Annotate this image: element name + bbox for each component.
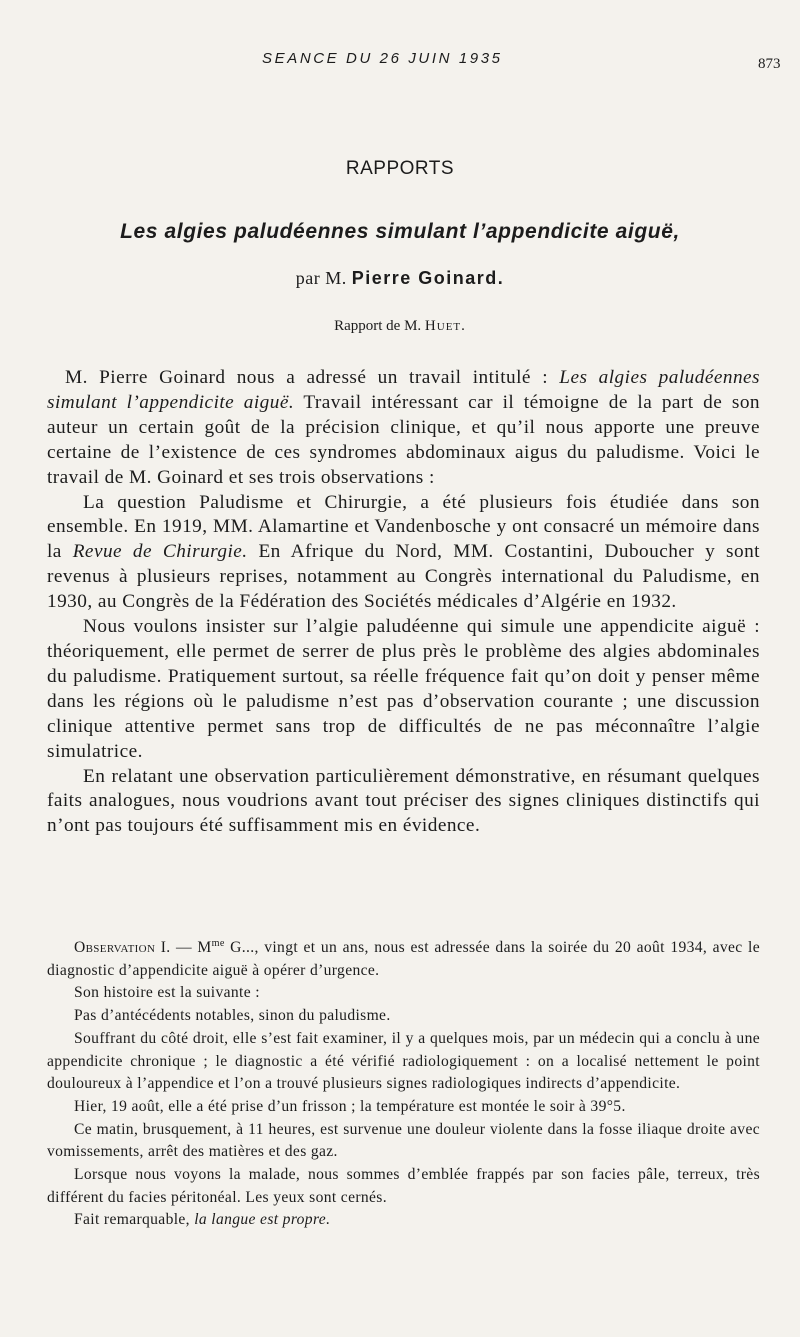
journal-title: Revue de Chirurgie. (72, 541, 248, 563)
paragraph-2-text-b: En Afrique du Nord, MM. Costantini, Duboucher y sont revenus à plusieurs reprises, notamment au Congrès international du Paludisme, en 1930, au Congrès de la Fédération des Sociétés médicales d’Algérie en 1932. (47, 541, 760, 613)
byline (0, 268, 800, 289)
observation-intro-text: G..., vingt et un ans, nous est adressée dans la soirée du 20 août 1934, avec le diagnostic d’appendicite aiguë à opérer d’urgence. (47, 939, 760, 979)
paragraph-3: Nous voulons insister sur l’algie paludéenne qui simule une appendicite aiguë : théoriquement, elle permet de serrer de plus près le problème des algies abdominales du paludisme. Pratiquement surtout, sa réelle fréquence fait qu’on doit y penser même dans les régions où le paludisme n’est pas d’observation courante ; une discussion clinique attentive permet sans trop de difficultés de ne pas méconnaître l’algie simulatrice. (47, 616, 760, 762)
running-header (0, 50, 800, 74)
observation-paragraph-8 (47, 1209, 760, 1232)
observation-label: Observation I. (74, 939, 171, 956)
paragraph-2-text-a: La question Paludisme et Chirurgie, a été plusieurs fois étudiée dans son ensemble. En 1919, MM. Alamartine et Vandenbosche y ont consacré un mémoire dans la (47, 491, 760, 563)
observation-paragraph-2: Son histoire est la suivante : (74, 984, 260, 1002)
paragraph-2 (47, 491, 760, 616)
running-title: SEANCE DU 26 JUIN 1935 (262, 50, 503, 67)
reporter-name: Huet. (424, 318, 466, 334)
report-prefix: Rapport de M. (334, 318, 422, 334)
author-name: Pierre Goinard. (351, 268, 505, 288)
observation-paragraph-4: Souffrant du côté droit, elle s’est fait examiner, il y a quelques mois, par un médecin qui a conclu à une appendicite chronique ; le diagnostic a été vérifié radiologiquement : on a localisé nettement le point douloureux à l’appendice et l’on a trouvé plusieurs signes radiologiques indirects d’appendicite. (47, 1029, 760, 1093)
observation-paragraph-6: Ce matin, brusquement, à 11 heures, est survenue une douleur violente dans la fosse iliaque droite avec vomissements, arrêt des matières et des gaz. (47, 1120, 760, 1161)
paragraph-1-text-a: M. Pierre Goinard nous a adressé un travail intitulé : (65, 367, 560, 388)
observation-paragraph-7: Lorsque nous voyons la malade, nous sommes d’emblée frappés par son facies pâle, terreux, très différent du facies péritonéal. Les yeux sont cernés. (47, 1166, 760, 1206)
observation-intro (47, 937, 760, 982)
observation-paragraph-3: Pas d’antécédents notables, sinon du paludisme. (74, 1007, 391, 1025)
observation-mme-sup: me (211, 937, 225, 949)
observation-paragraph-8-italic: la langue est propre. (194, 1211, 331, 1229)
cited-work-title: Les algies paludéennes simulant l’appendicite aiguë. (47, 367, 761, 413)
observation-dash: — M (170, 939, 212, 956)
article-body (47, 366, 760, 839)
article-title: Les algies paludéennes simulant l’appendicite aiguë, (120, 220, 680, 243)
paragraph-4: En relatant une observation particulièrement démonstrative, en résumant quelques faits analogues, nous voudrions avant tout préciser des signes cliniques distinctifs qui n’ont pas toujours été suffisamment mis en évidence. (47, 765, 760, 837)
report-attribution (0, 318, 800, 335)
page-number: 873 (758, 56, 781, 72)
observation-paragraph-5: Hier, 19 août, elle a été prise d’un frisson ; la température est montée le soir à 39°5. (74, 1097, 626, 1115)
paragraph-1 (47, 366, 760, 491)
section-title: RAPPORTS (345, 158, 455, 179)
observation-section (47, 937, 760, 1232)
paragraph-1-text-b: Travail intéressant car il témoigne de la part de son auteur un certain goût de la précision clinique, et qu’il nous apporte une preuve certaine de l’existence de ces syndromes abdominaux aigus du paludisme. Voici le travail de M. Goinard et ses trois observations : (47, 391, 761, 488)
observation-paragraph-8-text: Fait remarquable, (74, 1211, 195, 1229)
byline-prefix: par M. (295, 268, 347, 288)
